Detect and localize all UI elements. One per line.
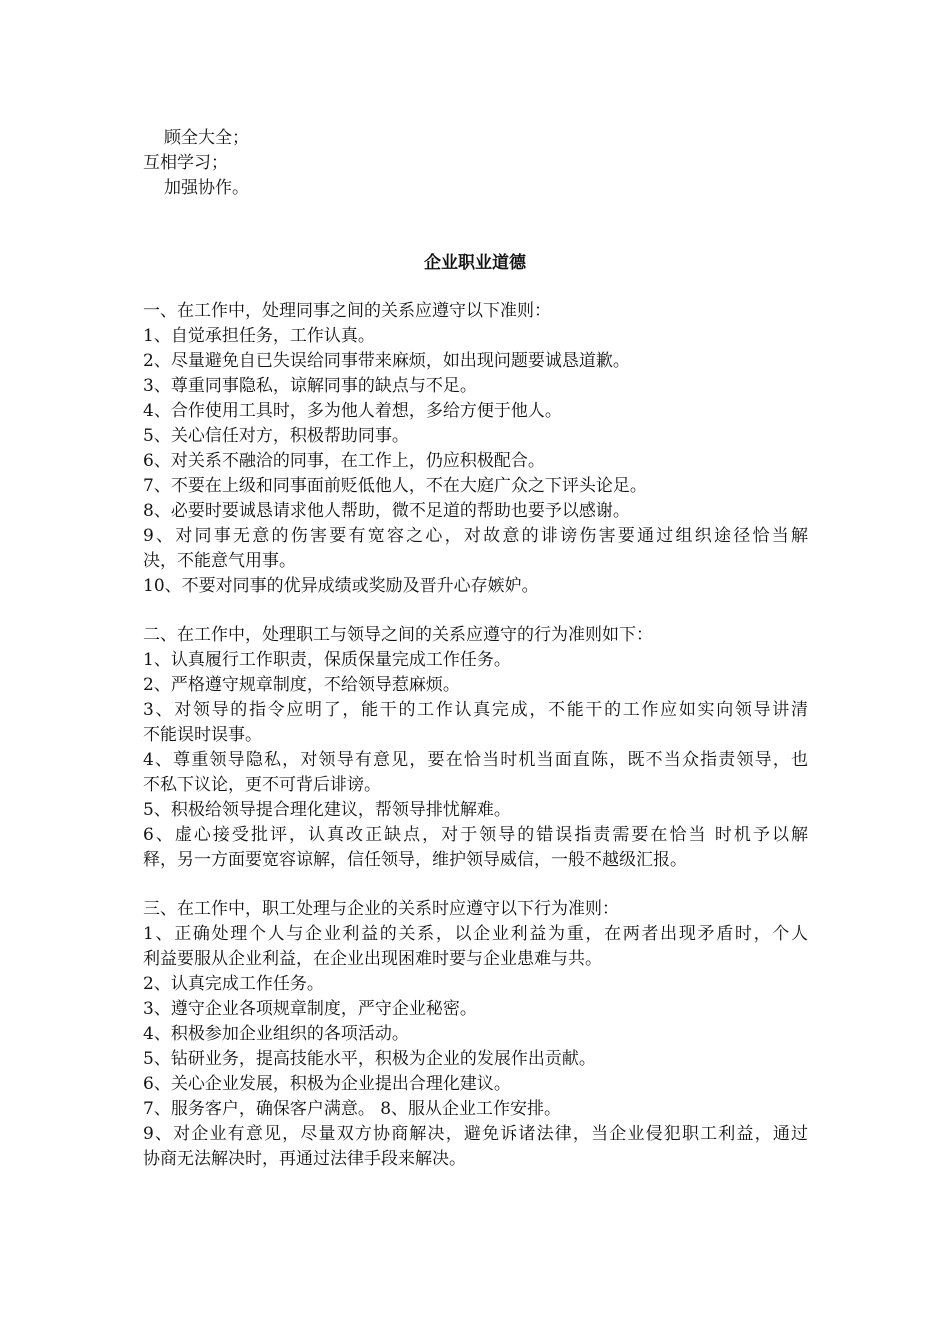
section1-item: 3、尊重同事隐私，谅解同事的缺点与不足。	[143, 376, 477, 396]
section2-item: 不能误时误事。	[143, 725, 262, 745]
intro-line-3: 加强协作。	[164, 178, 249, 198]
section2-item: 6、虚心接受批评，认真改正缺点，对于领导的错误指责需要在恰当 时机予以解	[143, 825, 808, 845]
section1-item: 7、不要在上级和同事面前贬低他人，不在大庭广众之下评头论足。	[143, 476, 647, 496]
section1-item: 9、对同事无意的伤害要有宽容之心，对故意的诽谤伤害要通过组织途径恰当解	[143, 526, 808, 546]
section2-item: 不私下议论，更不可背后诽谤。	[143, 775, 381, 795]
section1-item: 6、对关系不融洽的同事，在工作上，仍应积极配合。	[143, 451, 545, 471]
section3-item: 利益要服从企业利益，在企业出现困难时要与企业患难与共。	[143, 949, 602, 969]
section1-item: 决，不能意气用事。	[143, 551, 296, 571]
section1-item: 10、不要对同事的优异成绩或奖励及晋升心存嫉妒。	[143, 576, 539, 596]
document-title: 企业职业道德	[424, 253, 526, 273]
intro-line-1: 顾全大全；	[164, 128, 249, 148]
section1-item: 5、关心信任对方，积极帮助同事。	[143, 426, 409, 446]
section1-item: 2、尽量避免自已失误给同事带来麻烦，如出现问题要诚恳道歉。	[143, 351, 630, 371]
section3-item: 3、遵守企业各项规章制度，严守企业秘密。	[143, 999, 477, 1019]
section3-item: 4、积极参加企业组织的各项活动。	[143, 1024, 409, 1044]
section3-item: 7、服务客户，确保客户满意。 8、服从企业工作安排。	[143, 1099, 562, 1119]
section2-item: 释，另一方面要宽容谅解，信任领导，维护领导威信，一般不越级汇报。	[143, 850, 687, 870]
section3-item: 9、对企业有意见，尽量双方协商解决，避免诉诸法律，当企业侵犯职工利益，通过	[143, 1124, 808, 1144]
intro-line-2: 互相学习；	[143, 153, 228, 173]
section2-heading: 二、在工作中，处理职工与领导之间的关系应遵守的行为准则如下：	[143, 625, 653, 645]
section2-item: 4、尊重领导隐私，对领导有意见，要在恰当时机当面直陈，既不当众指责领导，也	[143, 750, 808, 770]
section3-item: 5、钻研业务，提高技能水平，积极为企业的发展作出贡献。	[143, 1049, 596, 1069]
section1-heading: 一、在工作中，处理同事之间的关系应遵守以下准则：	[143, 301, 551, 321]
section3-item: 2、认真完成工作任务。	[143, 974, 324, 994]
section2-item: 2、严格遵守规章制度，不给领导惹麻烦。	[143, 675, 460, 695]
section3-heading: 三、在工作中，职工处理与企业的关系时应遵守以下行为准则：	[143, 899, 619, 919]
section2-item: 1、认真履行工作职责，保质保量完成工作任务。	[143, 650, 511, 670]
section2-item: 3、对领导的指令应明了，能干的工作认真完成，不能干的工作应如实向领导讲清	[143, 700, 808, 720]
section3-item: 1、正确处理个人与企业利益的关系，以企业利益为重，在两者出现矛盾时，个人	[143, 924, 808, 944]
section3-item: 6、关心企业发展，积极为企业提出合理化建议。	[143, 1074, 511, 1094]
section3-item: 协商无法解决时，再通过法律手段来解决。	[143, 1149, 466, 1169]
section1-item: 1、自觉承担任务，工作认真。	[143, 326, 375, 346]
section2-item: 5、积极给领导提合理化建议，帮领导排忧解难。	[143, 800, 511, 820]
section1-item: 4、合作使用工具时，多为他人着想，多给方便于他人。	[143, 401, 562, 421]
section1-item: 8、必要时要诚恳请求他人帮助，微不足道的帮助也要予以感谢。	[143, 501, 630, 521]
